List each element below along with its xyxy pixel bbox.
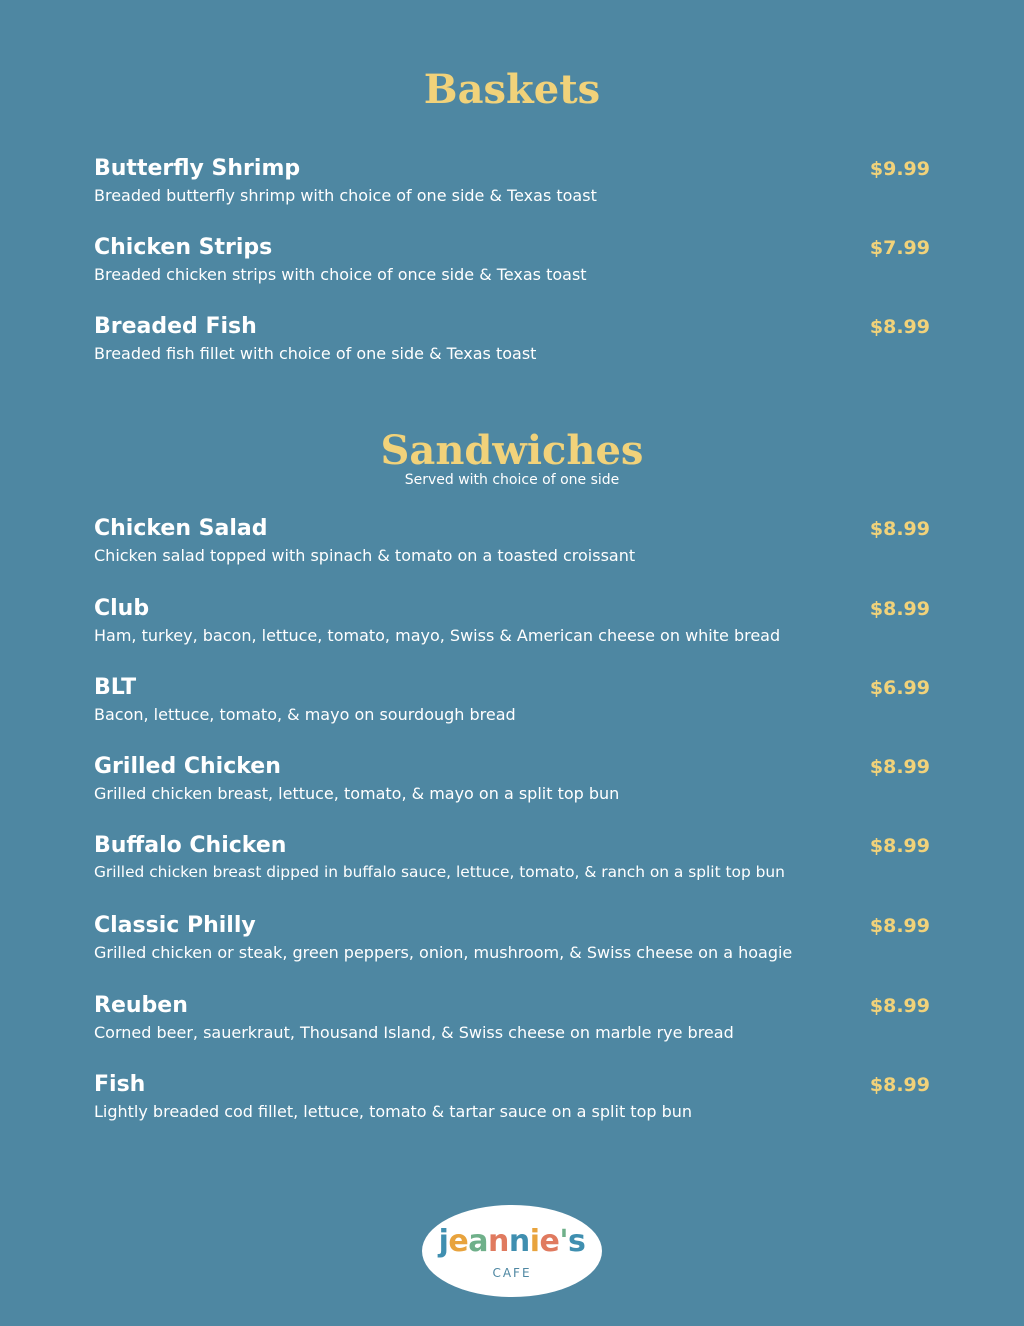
item-price: $6.99 — [869, 677, 930, 699]
item-price: $8.99 — [869, 598, 930, 620]
item-price: $8.99 — [869, 518, 930, 540]
menu-item — [94, 1074, 930, 1134]
sandwiches-subtitle: Served with choice of one side — [404, 472, 620, 488]
logo-letter: s — [568, 1224, 586, 1259]
item-name: Chicken Salad — [94, 516, 268, 541]
item-description: Bacon, lettuce, tomato, & mayo on sourdough bread — [94, 705, 516, 724]
item-name: Reuben — [94, 993, 188, 1018]
logo-letter: e — [448, 1224, 469, 1259]
cafe-logo — [422, 1205, 602, 1297]
logo-letter: n — [487, 1224, 509, 1259]
item-price: $8.99 — [869, 835, 930, 857]
logo-letter: n — [508, 1224, 530, 1259]
item-price: $8.99 — [869, 316, 930, 338]
logo-letter: e — [539, 1224, 560, 1259]
item-description: Ham, turkey, bacon, lettuce, tomato, mayo, Swiss & American cheese on white bread — [94, 626, 781, 645]
logo-subtitle: CAFE — [492, 1266, 532, 1280]
menu-item — [94, 915, 930, 975]
item-name: Butterfly Shrimp — [94, 156, 301, 181]
item-price: $8.99 — [869, 995, 930, 1017]
logo-letter: j — [438, 1224, 449, 1259]
item-name: Classic Philly — [94, 913, 256, 938]
item-name: BLT — [94, 675, 137, 700]
logo-letter: i — [529, 1224, 540, 1259]
item-price: $8.99 — [869, 915, 930, 937]
item-description: Lightly breaded cod fillet, lettuce, tomato & tartar sauce on a split top bun — [94, 1102, 693, 1121]
item-description: Breaded fish fillet with choice of one side & Texas toast — [94, 344, 537, 363]
item-description: Grilled chicken breast dipped in buffalo sauce, lettuce, tomato, & ranch on a split top bun — [94, 863, 785, 881]
item-name: Club — [94, 596, 150, 621]
sandwiches-title: Sandwiches — [380, 427, 644, 474]
menu-item — [94, 237, 930, 297]
menu-item — [94, 756, 930, 816]
item-name: Buffalo Chicken — [94, 833, 287, 858]
item-name: Fish — [94, 1072, 146, 1097]
menu-item — [94, 316, 930, 376]
logo-letter: ' — [559, 1224, 569, 1259]
item-description: Corned beer, sauerkraut, Thousand Island, & Swiss cheese on marble rye bread — [94, 1023, 734, 1042]
menu-item — [94, 158, 930, 218]
logo-letter: a — [468, 1224, 488, 1259]
item-price: $9.99 — [869, 158, 930, 180]
item-description: Chicken salad topped with spinach & tomato on a toasted croissant — [94, 546, 636, 565]
item-description: Grilled chicken breast, lettuce, tomato, & mayo on a split top bun — [94, 784, 620, 803]
item-price: $8.99 — [869, 756, 930, 778]
menu-item — [94, 518, 930, 578]
item-price: $7.99 — [869, 237, 930, 259]
item-name: Grilled Chicken — [94, 754, 281, 779]
item-name: Breaded Fish — [94, 314, 257, 339]
logo-wordmark — [422, 1224, 602, 1259]
menu-item — [94, 677, 930, 737]
menu-item — [94, 995, 930, 1055]
baskets-title: Baskets — [423, 66, 601, 113]
item-description: Grilled chicken or steak, green peppers, onion, mushroom, & Swiss cheese on a hoagie — [94, 943, 793, 962]
item-price: $8.99 — [869, 1074, 930, 1096]
menu-item — [94, 598, 930, 658]
item-description: Breaded chicken strips with choice of once side & Texas toast — [94, 265, 587, 284]
menu-item — [94, 835, 930, 895]
item-name: Chicken Strips — [94, 235, 273, 260]
item-description: Breaded butterfly shrimp with choice of one side & Texas toast — [94, 186, 597, 205]
